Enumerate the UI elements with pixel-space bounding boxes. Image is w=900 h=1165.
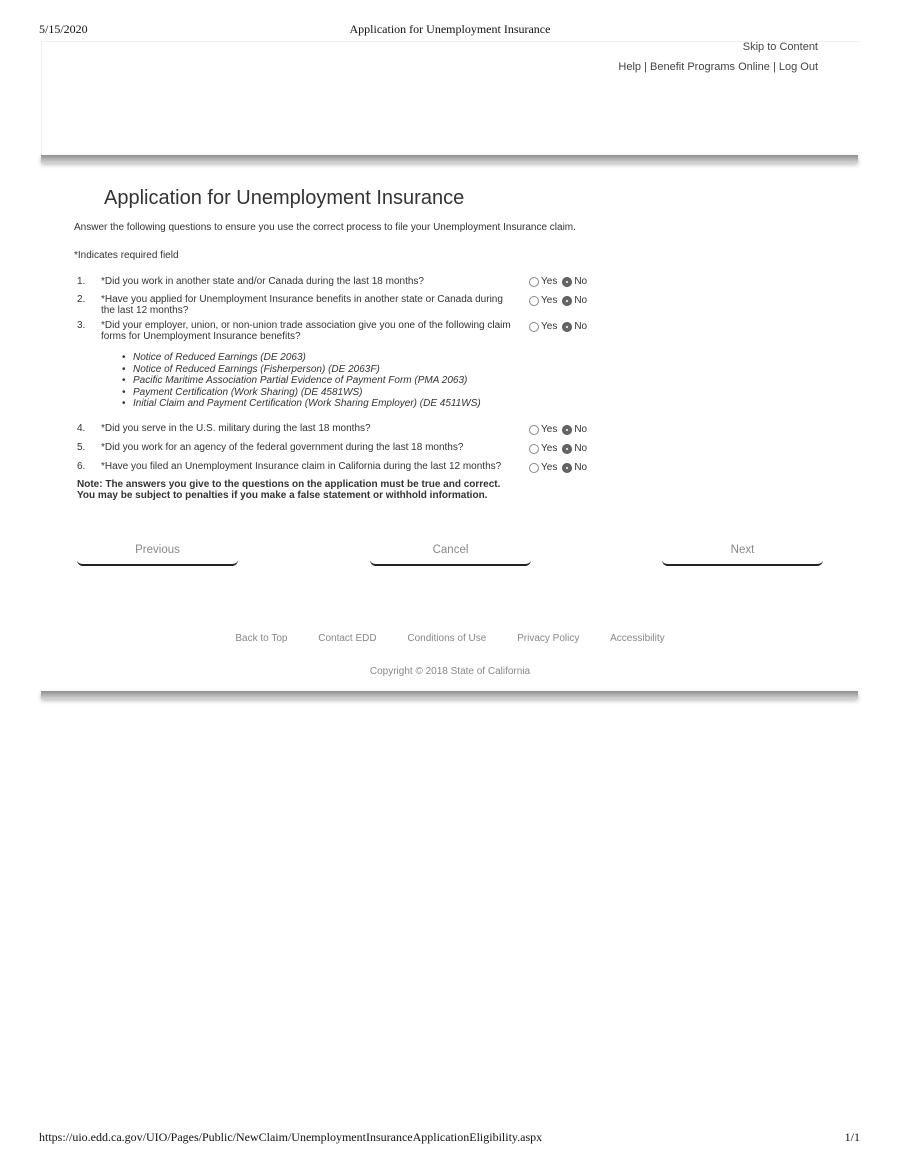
footer-links <box>0 633 900 644</box>
claim-forms-list <box>133 352 481 410</box>
question-text: *Have you applied for Unemployment Insurance benefits in another state or Canada during the last 12 months? <box>101 294 503 316</box>
yes-label: Yes <box>541 276 558 287</box>
print-date: 5/15/2020 <box>39 22 88 36</box>
yes-label: Yes <box>541 462 558 473</box>
copyright: Copyright © 2018 State of California <box>369 666 531 677</box>
privacy-policy-link[interactable]: Privacy Policy <box>517 633 580 644</box>
answer-options <box>529 276 590 287</box>
yes-radio[interactable] <box>529 277 539 287</box>
intro-text: Answer the following questions to ensure you use the correct process to file your Unemployment Insurance claim. <box>74 222 576 233</box>
question-text: *Did your employer, union, or non-union trade association give you one of the following claim forms for Unemployment Insurance benefits? <box>101 320 511 342</box>
note-line: You may be subject to penalties if you make a false statement or withhold information. <box>77 490 488 501</box>
skip-to-content-link[interactable]: Skip to Content <box>742 41 818 53</box>
no-radio[interactable] <box>562 463 572 473</box>
yes-label: Yes <box>541 321 558 332</box>
answer-options <box>529 443 590 454</box>
print-title: Application for Unemployment Insurance <box>349 22 551 36</box>
no-label: No <box>574 443 588 454</box>
no-radio[interactable] <box>562 425 572 435</box>
list-item: • Notice of Reduced Earnings (DE 2063) <box>133 352 481 364</box>
benefit-programs-link[interactable]: Benefit Programs Online <box>650 61 770 73</box>
header-divider <box>41 155 858 163</box>
nav-separator: | <box>644 61 647 73</box>
answer-options <box>529 295 590 306</box>
list-item: • Notice of Reduced Earnings (Fisherperson) (DE 2063F) <box>133 364 481 376</box>
legal-note <box>77 479 500 501</box>
no-label: No <box>574 295 588 306</box>
note-line: Note: The answers you give to the questions on the application must be true and correct. <box>77 479 501 490</box>
yes-label: Yes <box>541 295 558 306</box>
yes-radio[interactable] <box>529 463 539 473</box>
question-text: *Did you work in another state and/or Canada during the last 18 months? <box>101 276 424 287</box>
no-radio[interactable] <box>562 277 572 287</box>
answer-options <box>529 462 590 473</box>
print-page-number: 1/1 <box>844 1130 860 1144</box>
no-radio[interactable] <box>562 322 572 332</box>
list-item: • Initial Claim and Payment Certification (Work Sharing Employer) (DE 4511WS) <box>133 398 481 410</box>
accessibility-link[interactable]: Accessibility <box>610 633 665 644</box>
top-nav <box>618 61 818 73</box>
page-title: Application for Unemployment Insurance <box>104 187 465 210</box>
question-number: 5. <box>77 442 86 453</box>
previous-button[interactable]: Previous <box>77 544 238 566</box>
yes-radio[interactable] <box>529 444 539 454</box>
required-note: *Indicates required field <box>74 250 179 261</box>
no-label: No <box>574 462 588 473</box>
next-button[interactable]: Next <box>662 544 823 566</box>
question-number: 2. <box>77 294 86 305</box>
no-radio[interactable] <box>562 296 572 306</box>
nav-separator: | <box>772 61 776 73</box>
yes-radio[interactable] <box>529 425 539 435</box>
contact-edd-link[interactable]: Contact EDD <box>318 633 377 644</box>
print-url: https://uio.edd.ca.gov/UIO/Pages/Public/NewClaim/UnemploymentInsuranceApplicationEligibility.aspx <box>39 1130 543 1144</box>
yes-radio[interactable] <box>529 296 539 306</box>
back-to-top-link[interactable]: Back to Top <box>235 633 288 644</box>
no-radio[interactable] <box>562 444 572 454</box>
footer-divider <box>41 691 858 699</box>
question-number: 1. <box>77 276 86 287</box>
question-text: *Did you work for an agency of the federal government during the last 18 months? <box>101 442 464 453</box>
no-label: No <box>574 424 588 435</box>
yes-label: Yes <box>541 424 558 435</box>
question-number: 3. <box>77 320 86 331</box>
no-label: No <box>574 276 588 287</box>
yes-radio[interactable] <box>529 322 539 332</box>
answer-options <box>529 424 590 435</box>
help-link[interactable]: Help <box>618 61 642 73</box>
answer-options <box>529 321 590 332</box>
header-frame <box>41 41 859 159</box>
conditions-of-use-link[interactable]: Conditions of Use <box>407 633 487 644</box>
question-text: *Have you filed an Unemployment Insurance claim in California during the last 12 months? <box>101 461 502 472</box>
log-out-link[interactable]: Log Out <box>778 61 818 73</box>
list-item: • Pacific Maritime Association Partial Evidence of Payment Form (PMA 2063) <box>133 375 481 387</box>
question-number: 6. <box>77 461 86 472</box>
question-text: *Did you serve in the U.S. military during the last 18 months? <box>101 423 371 434</box>
no-label: No <box>574 321 588 332</box>
cancel-button[interactable]: Cancel <box>370 544 531 566</box>
list-item: • Payment Certification (Work Sharing) (DE 4581WS) <box>133 387 481 399</box>
question-number: 4. <box>77 423 86 434</box>
yes-label: Yes <box>541 443 558 454</box>
